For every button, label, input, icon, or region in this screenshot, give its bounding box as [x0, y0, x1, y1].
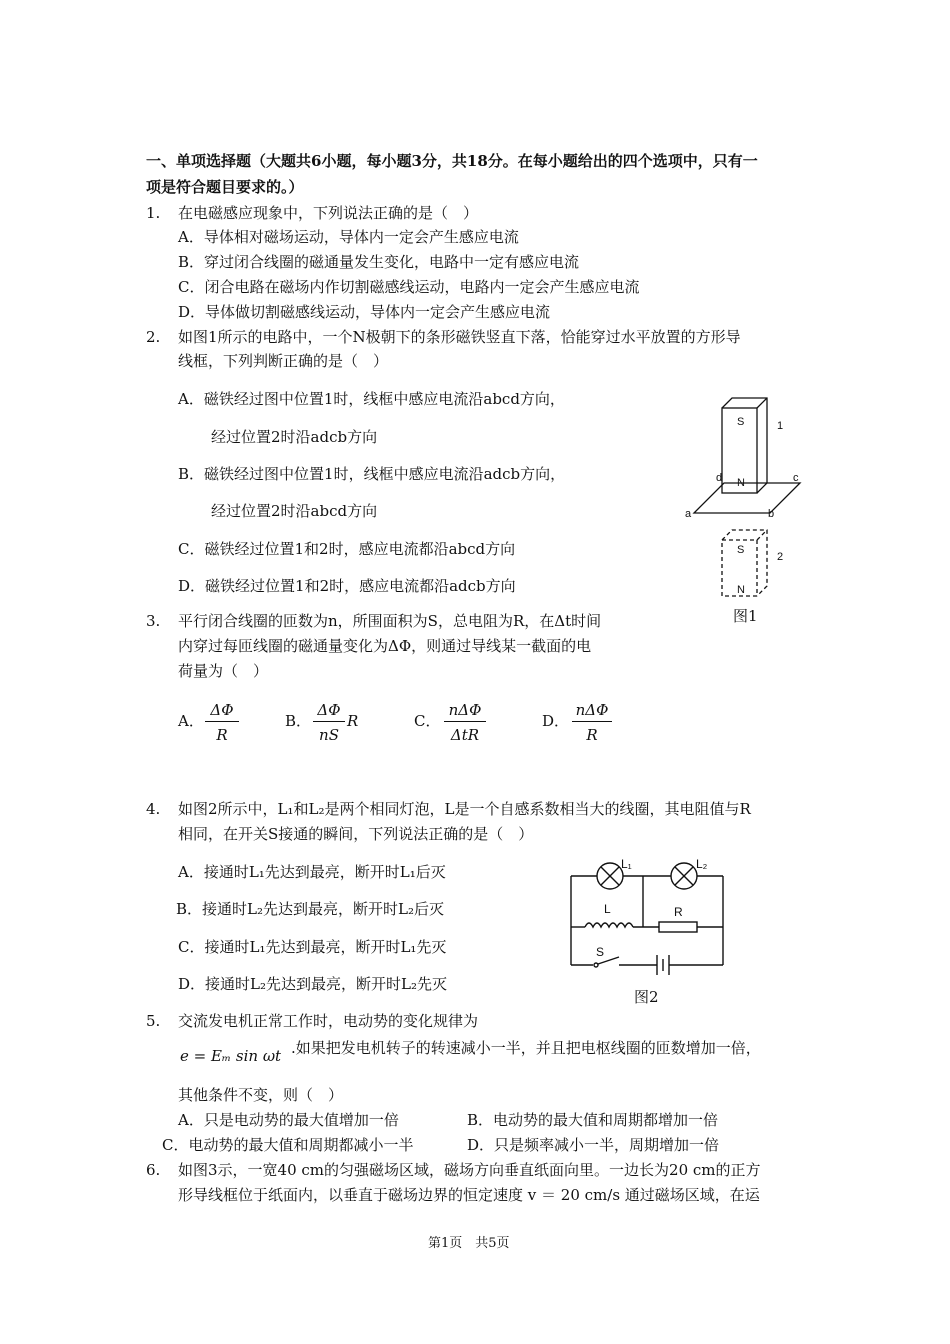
option-a-line1: A．磁铁经过图中位置1时，线框中感应电流沿abcd方向， — [178, 390, 565, 408]
position-label-1: 1 — [777, 420, 784, 432]
corner-label-d: d — [716, 472, 723, 484]
option-c-label: C． — [414, 712, 441, 730]
option-d: D．磁铁经过位置1和2时，感应电流都沿adcb方向 — [178, 577, 516, 595]
question-number: 6. — [146, 1161, 161, 1179]
question-stem-line3: 其他条件不变，则（ ） — [178, 1086, 344, 1104]
figure-1-caption: 图1 — [733, 607, 758, 625]
question-stem-line1: 如图2所示中，L₁和L₂是两个相同灯泡，L是一个自感系数相当大的线圈，其电阻值与R — [178, 800, 751, 818]
option-c: C．磁铁经过位置1和2时，感应电流都沿abcd方向 — [178, 540, 516, 558]
emf-formula: e = Eₘ sin ωt — [180, 1047, 282, 1065]
fraction-denominator: ΔtR — [450, 726, 480, 744]
option-a-fraction — [205, 701, 239, 744]
question-stem-line2: 相同，在开关S接通的瞬间，下列说法正确的是（ ） — [178, 825, 534, 843]
page-footer: 第1页 共5页 — [428, 1236, 510, 1251]
coil-label: L — [604, 902, 611, 916]
magnet-label-n-lower: N — [737, 584, 745, 596]
question-number: 4. — [146, 800, 161, 818]
option-b: B．接通时L₂先达到最亮，断开时L₂后灭 — [176, 900, 444, 918]
lamp-label-l2: L₂ — [696, 857, 708, 871]
option-c: C．闭合电路在磁场内作切割磁感线运动，电路内一定会产生感应电流 — [178, 278, 640, 296]
question-stem-line2: 内穿过每匝线圈的磁通量变化为ΔΦ，则通过导线某一截面的电 — [178, 637, 592, 655]
corner-label-a: a — [685, 508, 692, 520]
option-b-label: B． — [285, 712, 312, 730]
corner-label-b: b — [768, 508, 775, 520]
question-number: 2. — [146, 328, 161, 346]
resistor-label: R — [674, 905, 683, 919]
figure-1-magnet-diagram — [680, 395, 810, 605]
question-number: 3. — [146, 612, 161, 630]
question-stem-line1: 如图3示，一宽40 cm的匀强磁场区域，磁场方向垂直纸面向里。一边长为20 cm的正方 — [178, 1161, 761, 1179]
fraction-denominator: R — [216, 726, 228, 744]
option-d: D．导体做切割磁感线运动，导体内一定会产生感应电流 — [178, 303, 551, 321]
option-b: B．电动势的最大值和周期都增加一倍 — [467, 1111, 719, 1129]
option-d: D．只是频率减小一半，周期增加一倍 — [467, 1136, 720, 1154]
option-d: D．接通时L₂先达到最亮，断开时L₂先灭 — [178, 975, 447, 993]
question-stem: 在电磁感应现象中，下列说法正确的是（ ） — [178, 204, 479, 222]
section-heading-line1: 一、单项选择题（大题共6小题，每小题3分，共18分。在每小题给出的四个选项中，只有一 — [146, 152, 758, 170]
question-number: 1. — [146, 204, 161, 222]
switch-label: S — [596, 945, 605, 959]
magnet-label-s: S — [737, 416, 745, 428]
question-stem-line2: 线框，下列判断正确的是（ ） — [178, 352, 389, 370]
option-a-label: A． — [178, 712, 204, 730]
option-a: A．只是电动势的最大值增加一倍 — [178, 1111, 399, 1129]
fraction-denominator: nS — [319, 726, 339, 744]
option-c: C．接通时L₁先达到最亮，断开时L₁先灭 — [178, 938, 447, 956]
magnet-label-n: N — [737, 477, 745, 489]
question-stem-line2: .如果把发电机转子的转速减小一半，并且把电枢线圈的匝数增加一倍， — [291, 1039, 761, 1057]
question-number: 5. — [146, 1012, 161, 1030]
fraction-denominator: R — [586, 726, 598, 744]
option-a-line2: 经过位置2时沿adcb方向 — [211, 428, 378, 446]
fraction-numerator: nΔΦ — [444, 701, 486, 722]
fraction-numerator: ΔΦ — [205, 701, 239, 722]
corner-label-c: c — [793, 472, 799, 484]
option-b-line1: B．磁铁经过图中位置1时，线框中感应电流沿adcb方向， — [178, 465, 566, 483]
figure-2-caption: 图2 — [634, 988, 659, 1006]
question-stem-line1: 如图1所示的电路中，一个N极朝下的条形磁铁竖直下落，恰能穿过水平放置的方形导 — [178, 328, 741, 346]
option-c: C．电动势的最大值和周期都减小一半 — [162, 1136, 414, 1154]
figure-2-circuit-diagram — [565, 855, 735, 975]
option-b-tail: R — [347, 712, 359, 730]
option-a: A．导体相对磁场运动，导体内一定会产生感应电流 — [178, 228, 519, 246]
position-label-2: 2 — [777, 551, 784, 563]
magnet-label-s-lower: S — [737, 544, 745, 556]
option-b-line2: 经过位置2时沿abcd方向 — [211, 502, 378, 520]
fraction-numerator: ΔΦ — [313, 701, 345, 722]
option-d-fraction — [572, 701, 612, 744]
lamp-label-l1: L₁ — [621, 857, 632, 871]
option-d-label: D． — [542, 712, 570, 730]
option-b-fraction — [313, 701, 345, 744]
section-heading-line2: 项是符合题目要求的。） — [146, 178, 304, 196]
question-stem-line2: 形导线框位于纸面内，以垂直于磁场边界的恒定速度 v ＝ 20 cm/s 通过磁场区域，在运 — [178, 1186, 760, 1204]
fraction-numerator: nΔΦ — [572, 701, 612, 722]
option-c-fraction — [444, 701, 486, 744]
question-stem-line1: 平行闭合线圈的匝数为n，所围面积为S，总电阻为R，在Δt时间 — [178, 612, 602, 630]
question-stem-line1: 交流发电机正常工作时，电动势的变化规律为 — [178, 1012, 479, 1030]
question-stem-line3: 荷量为（ ） — [178, 662, 269, 680]
option-a: A．接通时L₁先达到最亮，断开时L₁后灭 — [178, 863, 446, 881]
option-b: B．穿过闭合线圈的磁通量发生变化，电路中一定有感应电流 — [178, 253, 580, 271]
